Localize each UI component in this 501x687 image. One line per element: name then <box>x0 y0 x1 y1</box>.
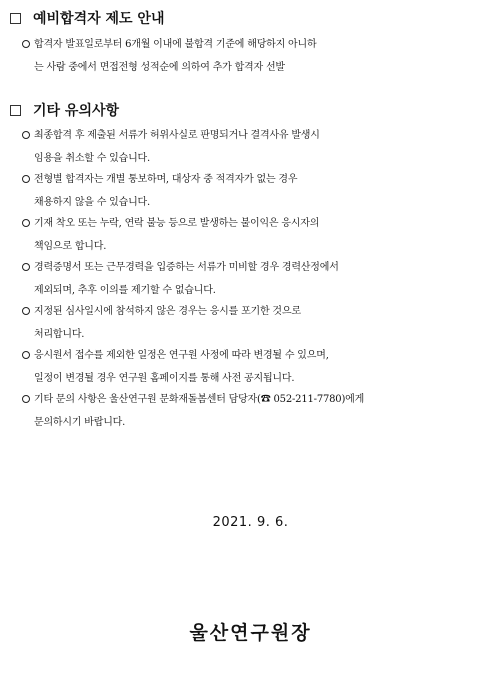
section-title: 기타 유의사항 <box>33 103 120 119</box>
list-item <box>24 300 492 346</box>
item-line: 최종합격 후 제출된 서류가 허위사실로 판명되거나 결격사유 발생시 <box>34 130 320 141</box>
section-heading <box>10 9 164 27</box>
circle-bullet-icon <box>22 219 30 227</box>
list-item <box>24 124 492 170</box>
item-line: 일정이 변경될 경우 연구원 홈페이지를 통해 사전 공지됩니다. <box>34 373 295 384</box>
item-line: 응시원서 접수를 제외한 일정은 연구원 사정에 따라 변경될 수 있으며, <box>34 350 329 361</box>
circle-bullet-icon <box>22 307 30 315</box>
list-item <box>24 212 492 258</box>
item-line: 제외되며, 추후 이의를 제기할 수 없습니다. <box>34 285 216 296</box>
circle-bullet-icon <box>22 263 30 271</box>
item-line: 처리합니다. <box>34 329 85 340</box>
list-item <box>24 344 492 390</box>
item-line: 기재 착오 또는 누락, 연락 불능 등으로 발생하는 불이익은 응시자의 <box>34 218 320 229</box>
section-heading <box>10 101 119 119</box>
list-item <box>24 388 492 434</box>
item-line: 경력증명서 또는 근무경력을 입증하는 서류가 미비할 경우 경력산정에서 <box>34 262 339 273</box>
item-line: 기타 문의 사항은 울산연구원 문화재돌봄센터 담당자(☎ 052-211-7780)에게 <box>34 394 365 405</box>
item-line: 합격자 발표일로부터 6개월 이내에 불합격 기준에 해당하지 아니하 <box>34 39 317 50</box>
circle-bullet-icon <box>22 40 30 48</box>
circle-bullet-icon <box>22 131 30 139</box>
item-line: 임용을 취소할 수 있습니다. <box>34 153 150 164</box>
circle-bullet-icon <box>22 395 30 403</box>
checkbox-icon <box>10 13 21 24</box>
list-item <box>24 256 492 302</box>
item-line: 전형별 합격자는 개별 통보하며, 대상자 중 적격자가 없는 경우 <box>34 174 298 185</box>
circle-bullet-icon <box>22 175 30 183</box>
checkbox-icon <box>10 105 21 116</box>
item-line: 지정된 심사일시에 참석하지 않은 경우는 응시를 포기한 것으로 <box>34 306 301 317</box>
item-line: 문의하시기 바랍니다. <box>34 417 126 428</box>
item-line: 는 사람 중에서 면접전형 성적순에 의하여 추가 합격자 선발 <box>34 62 285 73</box>
issuer-signature: 울산연구원장 <box>189 622 312 644</box>
list-item <box>24 33 492 79</box>
item-line: 책임으로 합니다. <box>34 241 107 252</box>
circle-bullet-icon <box>22 351 30 359</box>
section-title: 예비합격자 제도 안내 <box>33 11 165 27</box>
item-line: 채용하지 않을 수 있습니다. <box>34 197 150 208</box>
list-item <box>24 168 492 214</box>
document-date: 2021. 9. 6. <box>212 515 289 530</box>
